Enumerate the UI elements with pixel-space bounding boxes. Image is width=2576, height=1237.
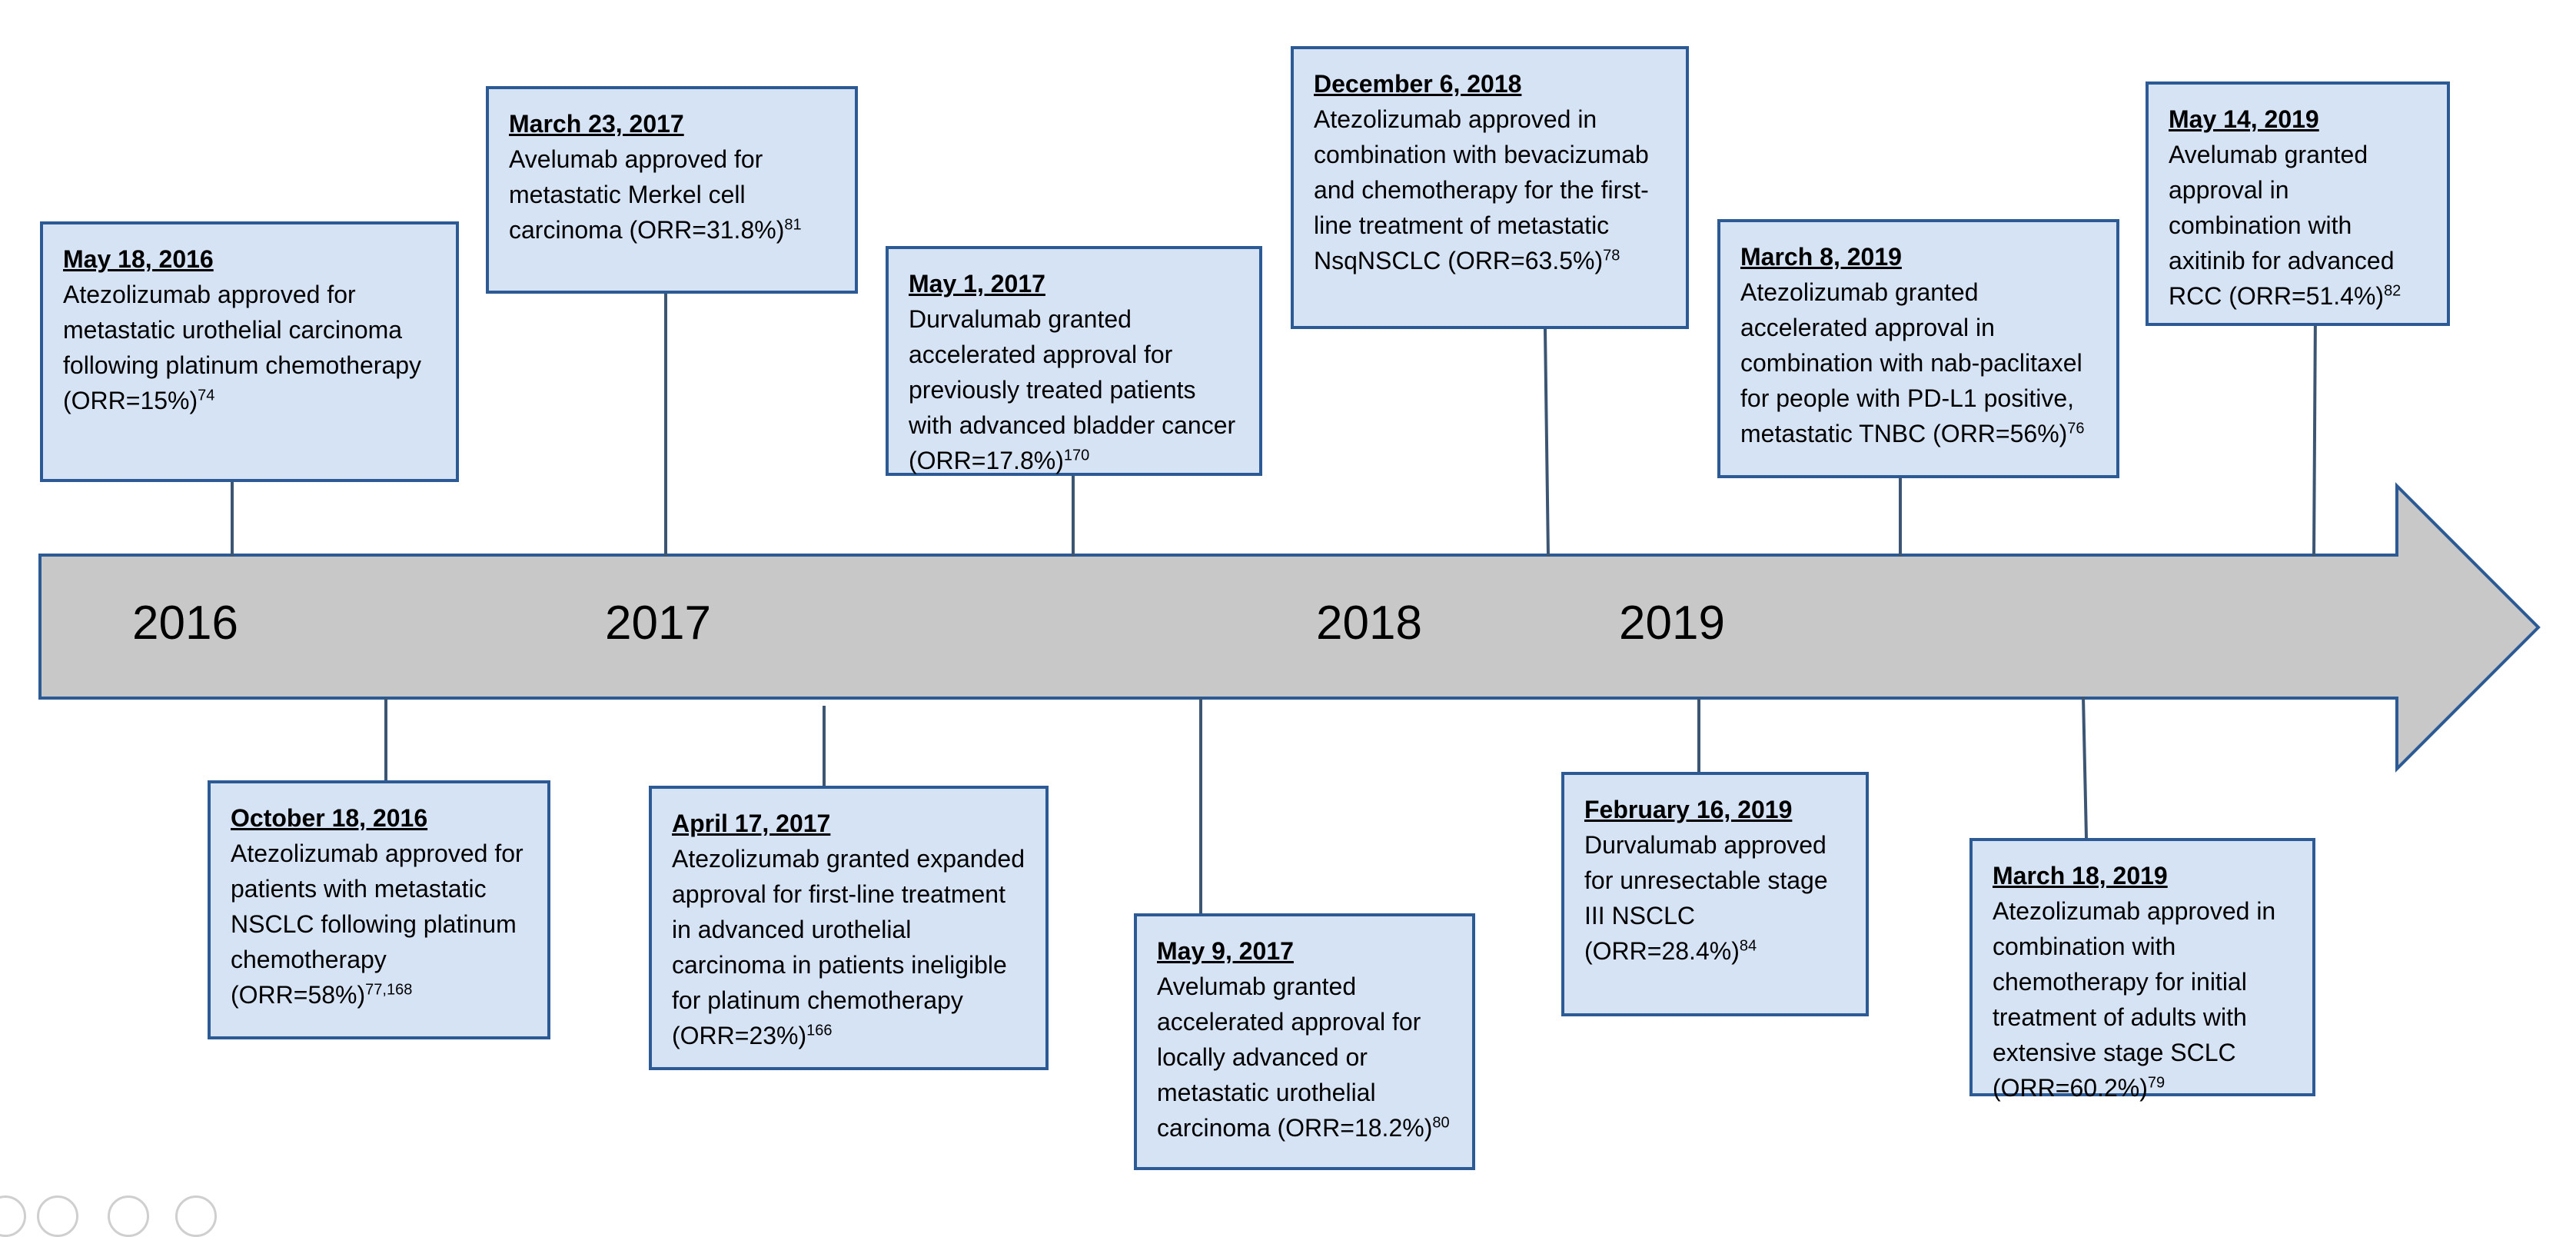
event-reference: 80 xyxy=(1432,1114,1450,1132)
event-reference: 170 xyxy=(1063,447,1090,464)
decorative-circle-icon xyxy=(37,1195,78,1237)
event-reference: 77,168 xyxy=(365,981,413,999)
event-reference: 76 xyxy=(2067,420,2085,437)
event-date: February 16, 2019 xyxy=(1584,796,1793,823)
event-reference: 84 xyxy=(1739,937,1757,955)
event-reference: 82 xyxy=(2384,282,2401,300)
event-box xyxy=(208,780,550,1039)
event-description: Atezolizumab approved in combination with bevacizumab and chemotherapy for the first-line treatment of metastatic NsqNSCLC (ORR=63.5%)$^{78}$ xyxy=(1314,105,1649,274)
event-date: May 14, 2019 xyxy=(2169,105,2319,133)
event-box xyxy=(1561,772,1869,1016)
event-description: Avelumab approved for metastatic Merkel cell carcinoma (ORR=31.8%)$^{81}$ xyxy=(509,145,802,244)
event-box xyxy=(1291,46,1689,329)
event-box xyxy=(40,221,459,482)
event-box xyxy=(1717,219,2119,478)
event-description: Atezolizumab approved in combination with chemotherapy for initial treatment of adults with extensive stage SCLC (ORR=60.2%)$^{79}$ xyxy=(1993,897,2276,1102)
event-reference: 81 xyxy=(784,216,802,234)
event-box xyxy=(2146,81,2450,326)
connector-line xyxy=(1545,329,1548,557)
connector-line xyxy=(2083,697,2086,838)
event-box xyxy=(886,246,1262,476)
year-label: 2018 xyxy=(1316,597,1422,650)
event-reference: 166 xyxy=(806,1022,833,1039)
event-date: April 17, 2017 xyxy=(672,810,831,837)
event-date: March 18, 2019 xyxy=(1993,862,2168,890)
event-description: Atezolizumab approved for metastatic urothelial carcinoma following platinum chemotherapy (ORR=15%)$^{74}$ xyxy=(63,281,422,414)
event-box xyxy=(486,86,858,294)
event-box xyxy=(1134,913,1475,1170)
event-date: March 23, 2017 xyxy=(509,110,684,138)
event-description: Atezolizumab approved for patients with metastatic NSCLC following platinum chemotherapy (ORR=58%)$^{77,168}$ xyxy=(231,840,524,1009)
decorative-circle-icon xyxy=(108,1195,149,1237)
event-date: October 18, 2016 xyxy=(231,804,428,832)
event-box xyxy=(1969,838,2315,1102)
event-box xyxy=(649,786,1049,1070)
event-reference: 78 xyxy=(1603,247,1620,264)
event-date: May 9, 2017 xyxy=(1157,937,1294,965)
event-reference: 74 xyxy=(198,387,215,404)
event-description: Avelumab granted approval in combination with axitinib for advanced RCC (ORR=51.4%)$^{82}$ xyxy=(2169,141,2401,310)
event-date: December 6, 2018 xyxy=(1314,70,1522,98)
timeline-arrow xyxy=(40,486,2538,769)
year-label: 2019 xyxy=(1619,597,1725,650)
event-date: May 18, 2016 xyxy=(63,245,214,273)
event-date: March 8, 2019 xyxy=(1740,243,1902,271)
event-description: Avelumab granted accelerated approval for locally advanced or metastatic urothelial carcinoma (ORR=18.2%)$^{80}$ xyxy=(1157,973,1450,1142)
year-label: 2017 xyxy=(605,597,711,650)
event-date: May 1, 2017 xyxy=(909,270,1045,298)
connector-line xyxy=(2314,309,2315,557)
event-description: Durvalumab granted accelerated approval for previously treated patients with advanced bladder cancer (ORR=17.8%)$^{170}$ xyxy=(909,305,1236,474)
year-label: 2016 xyxy=(132,597,238,650)
decorative-circle-icon xyxy=(175,1195,217,1237)
event-description: Atezolizumab granted expanded approval for first-line treatment in advanced urothelial carcinoma in patients ineligible for platinum chemotherapy (ORR=23%)$^{166}$ xyxy=(672,845,1025,1049)
event-description: Durvalumab approved for unresectable stage III NSCLC (ORR=28.4%)$^{84}$ xyxy=(1584,831,1828,965)
event-reference: 79 xyxy=(2147,1074,2166,1092)
event-description: Atezolizumab granted accelerated approval in combination with nab-paclitaxel for people with PD-L1 positive, metastatic TNBC (ORR=56%)$^{76}$ xyxy=(1740,278,2085,447)
